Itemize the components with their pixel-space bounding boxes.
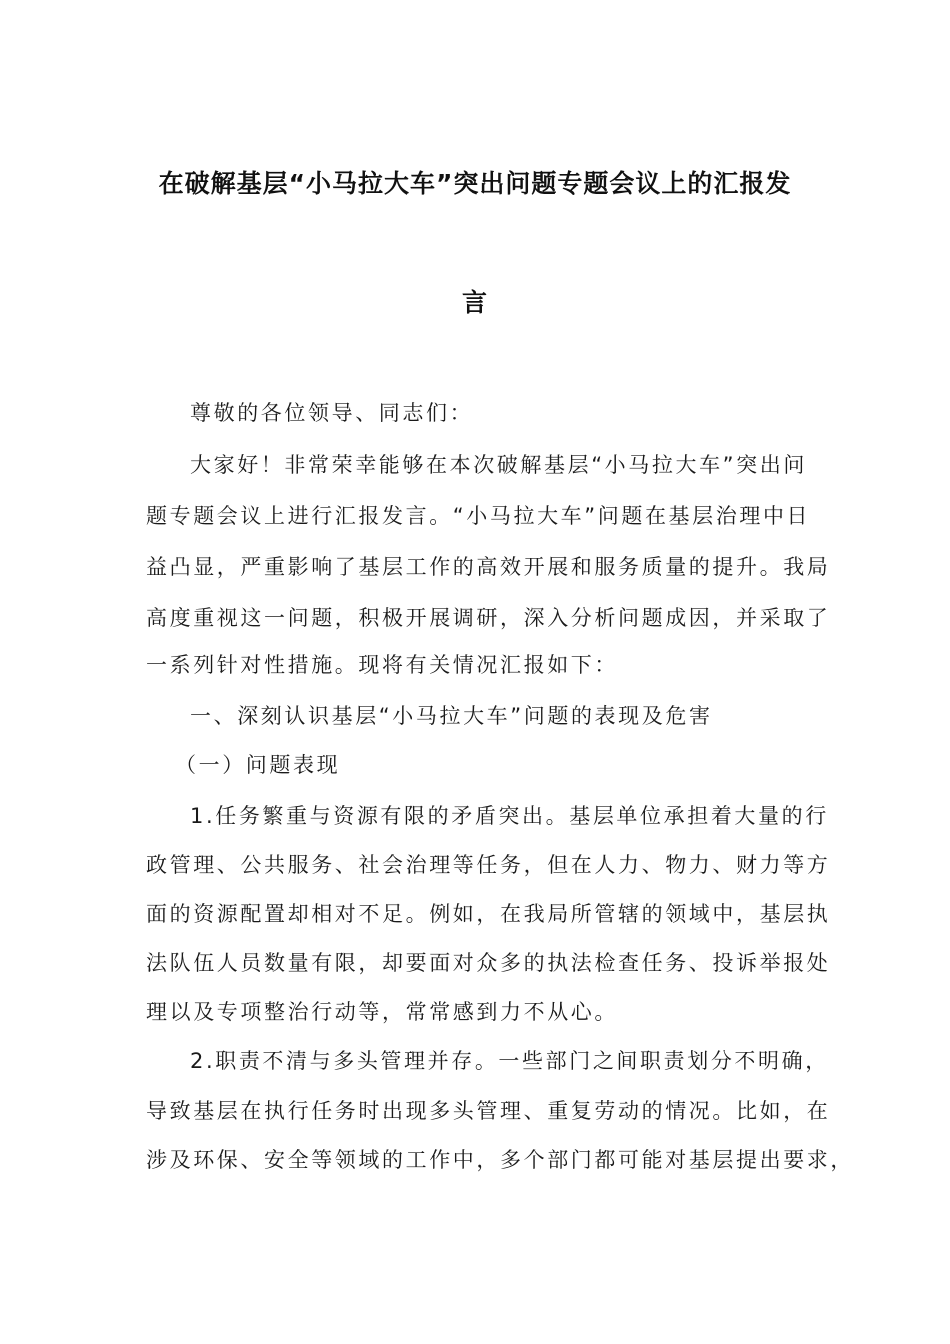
paragraph-1-line-1: 大家好！非常荣幸能够在本次破解基层“小马拉大车”突出问 [190, 453, 807, 477]
item-1-line-4: 法队伍人员数量有限，却要面对众多的执法检查任务、投诉举报处 [146, 951, 831, 975]
paragraph-1-line-5: 一系列针对性措施。现将有关情况汇报如下： [146, 653, 618, 677]
paragraph-1-line-2: 题专题会议上进行汇报发言。“小马拉大车”问题在基层治理中日 [146, 504, 811, 528]
item-1-line-2: 政管理、公共服务、社会治理等任务，但在人力、物力、财力等方 [146, 853, 831, 877]
item-1-line-5: 理以及专项整治行动等，常常感到力不从心。 [146, 1000, 618, 1024]
paragraph-1-line-4: 高度重视这一问题，积极开展调研，深入分析问题成因，并采取了 [146, 606, 831, 630]
item-2-line-2: 导致基层在执行任务时出现多头管理、重复劳动的情况。比如，在 [146, 1099, 831, 1123]
paragraph-1-line-3: 益凸显，严重影响了基层工作的高效开展和服务质量的提升。我局 [146, 555, 831, 579]
document-title-line-1: 在破解基层“小马拉大车”突出问题专题会议上的汇报发 [158, 169, 792, 198]
salutation: 尊敬的各位领导、同志们： [190, 401, 474, 425]
document-title-line-2: 言 [461, 288, 488, 317]
subsection-heading-1: （一）问题表现 [175, 753, 341, 777]
item-2-line-1: 2.职责不清与多头管理并存。一些部门之间职责划分不明确， [190, 1049, 829, 1073]
item-1-line-3: 面的资源配置却相对不足。例如，在我局所管辖的领域中，基层执 [146, 902, 831, 926]
section-heading-1: 一、深刻认识基层“小马拉大车”问题的表现及危害 [190, 704, 713, 728]
item-2-line-3: 涉及环保、安全等领域的工作中，多个部门都可能对基层提出要求， [146, 1148, 854, 1172]
item-1-line-1: 1.任务繁重与资源有限的矛盾突出。基层单位承担着大量的行 [190, 804, 829, 828]
